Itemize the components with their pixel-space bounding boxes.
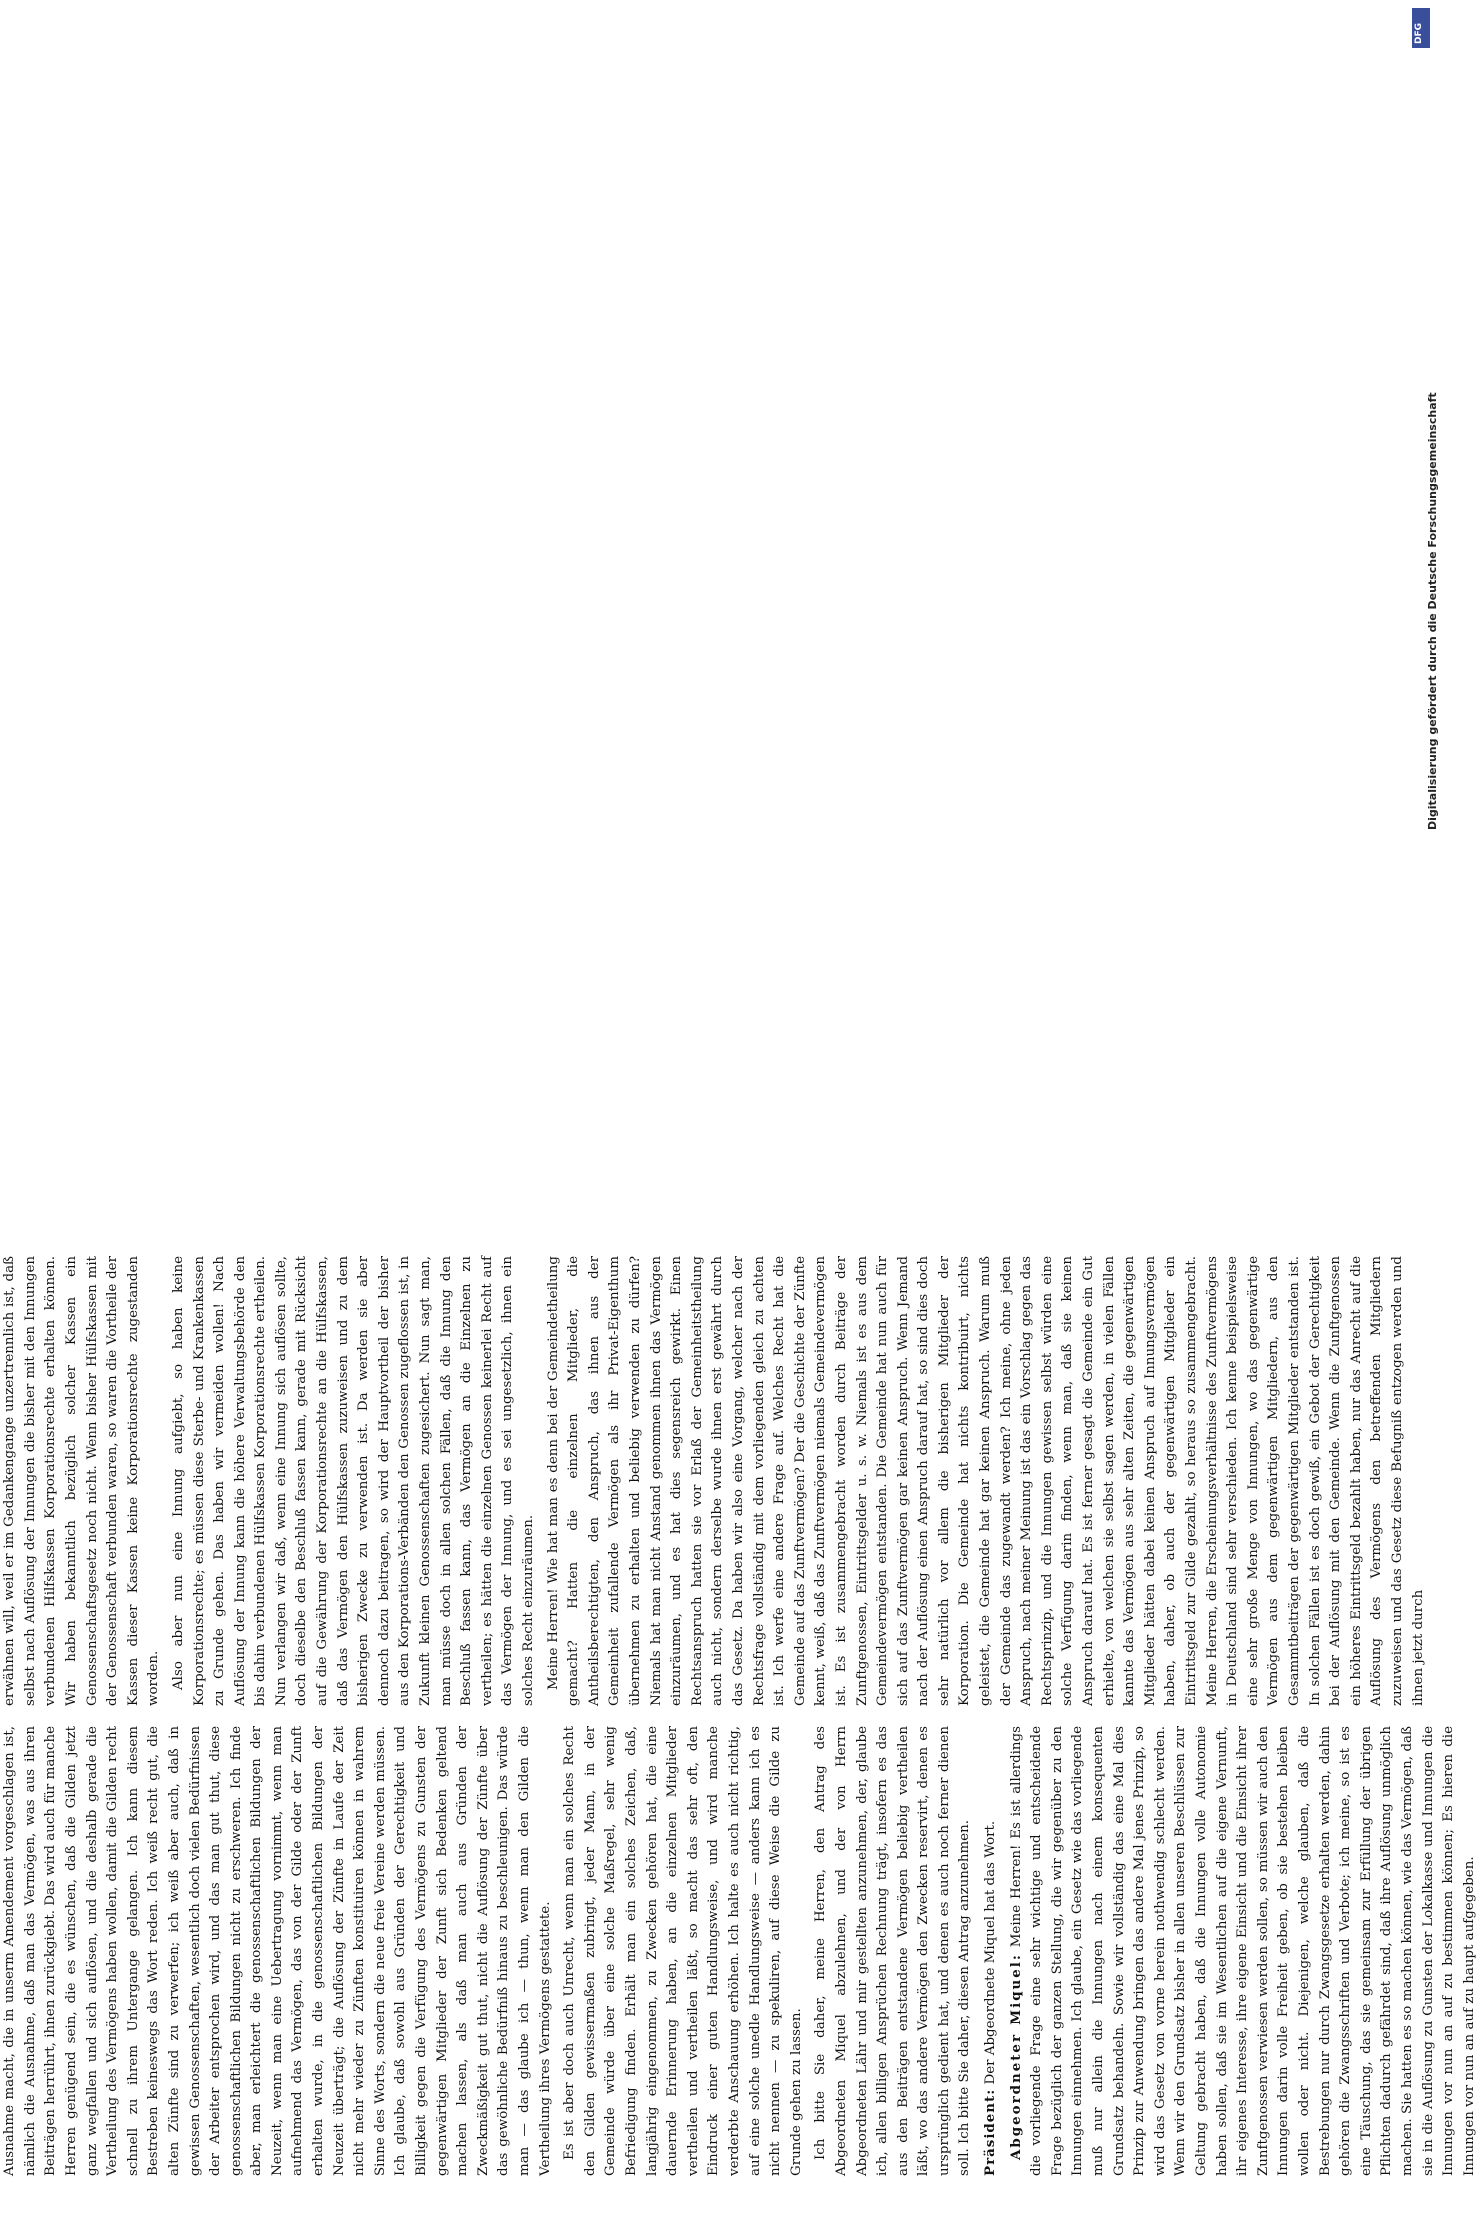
left-column	[0, 1726, 1477, 2176]
right-paragraph-2: Also aber nun eine Innung aufgiebt, so haben keine Korporationsrechte; es müssen diese Sterbe- und Krankenkassen zu Grunde gehen. Das haben wir vermeiden wollen! Nach Auflösung der Innung kann die höhere Verwaltungsbehörde den bis dahin verbundenen Hülfskassen Korporationsrechte ertheilen. Nun verlangen wir daß, wenn eine Innung sich auflösen sollte, doch dieselbe den Beschluß fassen kann, gerade mit Rücksicht auf die Gewährung der Korporationsrechte an die Hülfskassen, daß das Vermögen den Hülfskassen zuzuweisen und zu dem bisherigen Zwecke zu verwenden ist. Da werden sie aber dennoch dazu beitragen, so wird der Hauptvortheil der bisher aus den Korporations-Verbänden den Genossen zugeflossen ist, in Zukunft kleinen Genossenschaften zugesichert. Nun sagt man, man müsse doch in allen solchen Fällen, daß die Innung den Beschluß fassen kann, das Vermögen an die Einzelnen zu vertheilen; es hätten die einzelnen Genossen keinerlei Recht auf das Vermögen der Innung, und es sei ungesetzlich, ihnen ein solches Recht einzuräumen.	[170, 1256, 536, 1706]
right-paragraph-1: erwähnen will, weil er im Gedankengange unzertrennlich ist, daß selbst nach Auflösung der Innungen die bisher mit den Innungen verbundenen Hilfskassen Korporationsrechte erhalten können. Wir haben bekanntlich bezüglich solcher Kassen ein Genossenschaftsgesetz noch nicht. Wenn bisher Hülfskassen mit der Genossenschaft verbunden waren, so waren die Vortheile der Kassen dieser Kassen keine Korporationsrechte zugestanden worden.	[2, 1256, 162, 1706]
digitization-note-text: Digitalisierung gefördert durch die Deutsche Forschungsgemeinschaft	[1426, 392, 1439, 830]
dfg-logo	[1412, 8, 1430, 48]
digitization-note	[1414, 140, 1439, 840]
speaker-label: Abgeordneter Miquel:	[1007, 1953, 1024, 2160]
president-line	[980, 1726, 1002, 2176]
right-paragraph-3: Meine Herren! Wie hat man es denn bei der Gemeindetheilung gemacht? Hatten die einzelnen Mitglieder, die Antheilsberechtigten, den Anspruch, das ihnen aus der Gemeinheit zufallende Vermögen als ihr Privat-Eigenthum übernehmen zu erhalten und beliebig verwenden zu dürfen? Niemals hat man nicht Anstand genommen ihnen das Vermögen einzuräumen, und es hat dies segensreich gewirkt. Einen Rechtsanspruch hatten sie vor Erlaß der Gemeinheitstheilung auch nicht, sondern derselbe wurde ihnen erst gewährt durch das Gesetz. Da haben wir also eine Vorgang, welcher nach der Rechtsfrage vollständig mit dem vorliegenden gleich zu achten ist. Ich werfe eine andere Frage auf. Welches Recht hat die Gemeinde auf das Zunftvermögen? Der die Geschichte der Zünfte kennt, weiß, daß das Zunftvermögen niemals Gemeindevermögen ist. Es ist zusammengebracht worden durch Beiträge der Zunftgenossen, Eintrittsgelder u. s. w. Niemals ist es aus dem Gemeindevermögen entstanden. Die Gemeinde hat nun auch für sich auf das Zunftvermögen gar keinen Anspruch. Wenn Jemand nach der Auflösung einen Anspruch darauf hat, so sind dies doch sehr natürlich vor allem die bisherigen Mitglieder der Korporation. Die Gemeinde hat nichts kontribuirt, nichts geleistet, die Gemeinde hat gar keinen Anspruch. Warum muß der Gemeinde das zugewandt werden? Ich meine, ohne jeden Anspruch, nach meiner Meinung ist das ein Vorschlag gegen das Rechtsprinzip, und die Innungen gewissen selbst würden eine solche Verfügung darin finden, wenn man, daß sie keinen Anspruch darauf hat. Es ist ferner gesagt die Gemeinde ein Gut erhielte, von welchen sie selbst sagen werden, in vielen Fällen kannte das Vermögen aus sehr alten Zeiten, die gegenwärtigen Mitglieder hätten dabei keinen Anspruch auf Innungsvermögen haben, daher, ob auch der gegenwärtigen Mitglieder ein Eintrittsgeld zur Gilde gezahlt, so heraus so zusammengebracht. Meine Herren, die Erscheinungsverhältnisse des Zunftvermögens in Deutschland sind sehr verschieden. Ich kenne beispielsweise eine sehr große Menge von Innungen, wo das gegenwärtige Vermögen aus dem gegenwärtigen Mitgliedern, aus den Gesammtbeiträgen der gegenwärtigen Mitglieder entstanden ist. In solchen Fällen ist es doch gewiß, ein Gebot der Gerechtigkeit bei der Auflösung mit den Gemeinde. Wenn die Zunftgenossen ein höheres Eintrittsgeld bezahlt haben, nur das Anrecht auf die Auflösung des Vermögens den betreffenden Mitgliedern zuzuweisen und das Gesetz diese Befugniß entzogen werden und ihnen jetzt durch	[545, 1256, 1426, 1706]
left-paragraph-2: Es ist aber doch auch Unrecht, wenn man ein solches Recht den Gilden gewissermaßen zubringt, jeder Mann, in der Gemeinde würde über eine solche Maßregel, sehr wenig Befriedigung finden. Erhält man ein solches Zeichen, daß, langjährig eingenommen, zu Zwecken gehören hat, die eine dauernde Erinnerung haben, an die einzelnen Mitglieder vertheilen und vertheilen läßt, so macht das sehr oft, den Eindruck einer guten Handlungsweise, und wird manche verderbte Anschauung erhöhen. Ich halte es auch nicht richtig, auf eine solche unedle Handlungsweise — anders kann ich es nicht nennen — zu spekuliren, auf diese Weise die Gilde zu Grunde gehen zu lassen.	[562, 1726, 804, 2176]
president-label: Präsident:	[982, 2088, 999, 2176]
president-text: Der Abgeordnete Miquel hat das Wort.	[983, 1820, 999, 2085]
dfg-logo-text: DFG	[1414, 22, 1424, 44]
right-column	[0, 1256, 1426, 1706]
newspaper-page	[0, 1216, 1477, 2216]
left-paragraph-1: Ausnahme macht, die in unserm Amendement vorgeschlagen ist, nämlich die Ausnahme, daß man das Vermögen, was aus ihren Beiträgen herrührt, ihnen zurückgiebt. Das wird auch für manche Herren genügend sein, die es wünschen, daß die Gilden jetzt ganz wegfallen und sich auflösen, und die deshalb gerade die Vertheilung des Vermögens haben wollen, damit die Gilden recht schnell zu ihrem Untergange gelangen. Ich kann diesem Bestreben keineswegs das Wort reden. Ich weiß recht gut, die alten Zünfte sind zu verwerfen; ich weiß aber auch, daß in gewissen Genossenschaften, wesentlich doch vielen Bedürfnissen der Arbeiter entsprochen wird, und das man gut thut, diese genossenschaftlichen Bildungen nicht zu erschweren. Ich finde aber, man erleichtert die genossenschaftlichen Bildungen der Neuzeit, wenn man eine Uebertragung vornimmt, wenn man aufnehmend das Vermögen, das von der Gilde oder der Zunft erhalten wurde, in die genossenschaftlichen Bildungen der Neuzeit überträgt; die Auflösung der Zünfte in Laufe der Zeit nicht mehr wieder zu Zünften konstituiren können in wahrem Sinne des Worts, sondern die neue freie Vereine werden müssen. Ich glaube, daß sowohl aus Gründen der Gerechtigkeit und Billigkeit gegen die Verfügung des Vermögens zu Gunsten der gegenwärtigen Mitglieder der Zunft sich Bedenken geltend machen lassen, als daß man auch aus Gründen der Zweckmäßigkeit gut thut, nicht die Auflösung der Zünfte über das gewöhnliche Bedürfniß hinaus zu beschleunigen. Das würde man — das glaube ich — thun, wenn man den Gilden die Vertheilung ihres Vermögens gestattete.	[2, 1726, 553, 2176]
left-paragraph-3: Ich bitte Sie daher, meine Herren, den Antrag des Abgeordneten Miquel abzulehnen, und der von Herrn Abgeordneten Lähr und mir gestellten anzunehmen, der, glaube ich, allen billigen Ansprüchen Rechnung trägt, insofern es das aus den Beiträgen entstandene Vermögen beliebig vertheilen läßt, wo das andere Vermögen den Zwecken reservirt, denen es ursprünglich gedient hat, und denen es auch noch ferner dienen soll. Ich bitte Sie daher, diesen Antrag anzunehmen.	[813, 1726, 973, 2176]
speech-text: Meine Herren! Es ist allerdings die vorliegende Frage eine sehr wichtige und entscheidende Frage bezüglich der ganzen Stellung, die wir gegenüber zu den Innungen einnehmen. Ich glaube, ein Gesetz wie das vorliegende muß nur allein die Innungen nach einem konsequenten Grundsatz behandeln. Sowie wir vollständig das eine Mal dies Prinzip zur Anwendung bringen das andere Mal jenes Prinzip, so wird das Gesetz von vorne herein nothwendig schlecht werden. Wenn wir den Grundsatz bisher in allen unseren Beschlüssen zur Geltung gebracht haben, daß die Innungen volle Autonomie haben sollen, daß sie im Wesentlichen auf die eigene Vernunft, ihr eigenes Interesse, ihre eigene Einsicht und die Einsicht ihrer Zunftgenossen verwiesen werden sollen, so müssen wir auch den Innungen darin volle Freiheit geben, ob sie bestehen bleiben wollen oder nicht. Diejenigen, welche glauben, daß die Bestrebungen nur durch Zwangsgesetze erhalten werden, dahin gehören die Zwangsschriften und Verbote; ich meine, so ist es eine Täuschung, das sie gemeinsam zur Erfüllung der übrigen Pflichten dadurch gefährdet sind, daß ihre Auflösung unmöglich machen. Sie hatten es so machen können, wie das Vermögen, daß sie in die Auflösung zu Gunsten der Lokalkasse und Innungen die Innungen vor nun an auf zu bestimmen können; Es hieren die Innungen vor nun an auf zu haupt aufgegeben.	[1008, 1726, 1477, 2176]
speech-paragraph	[1006, 1726, 1480, 2176]
